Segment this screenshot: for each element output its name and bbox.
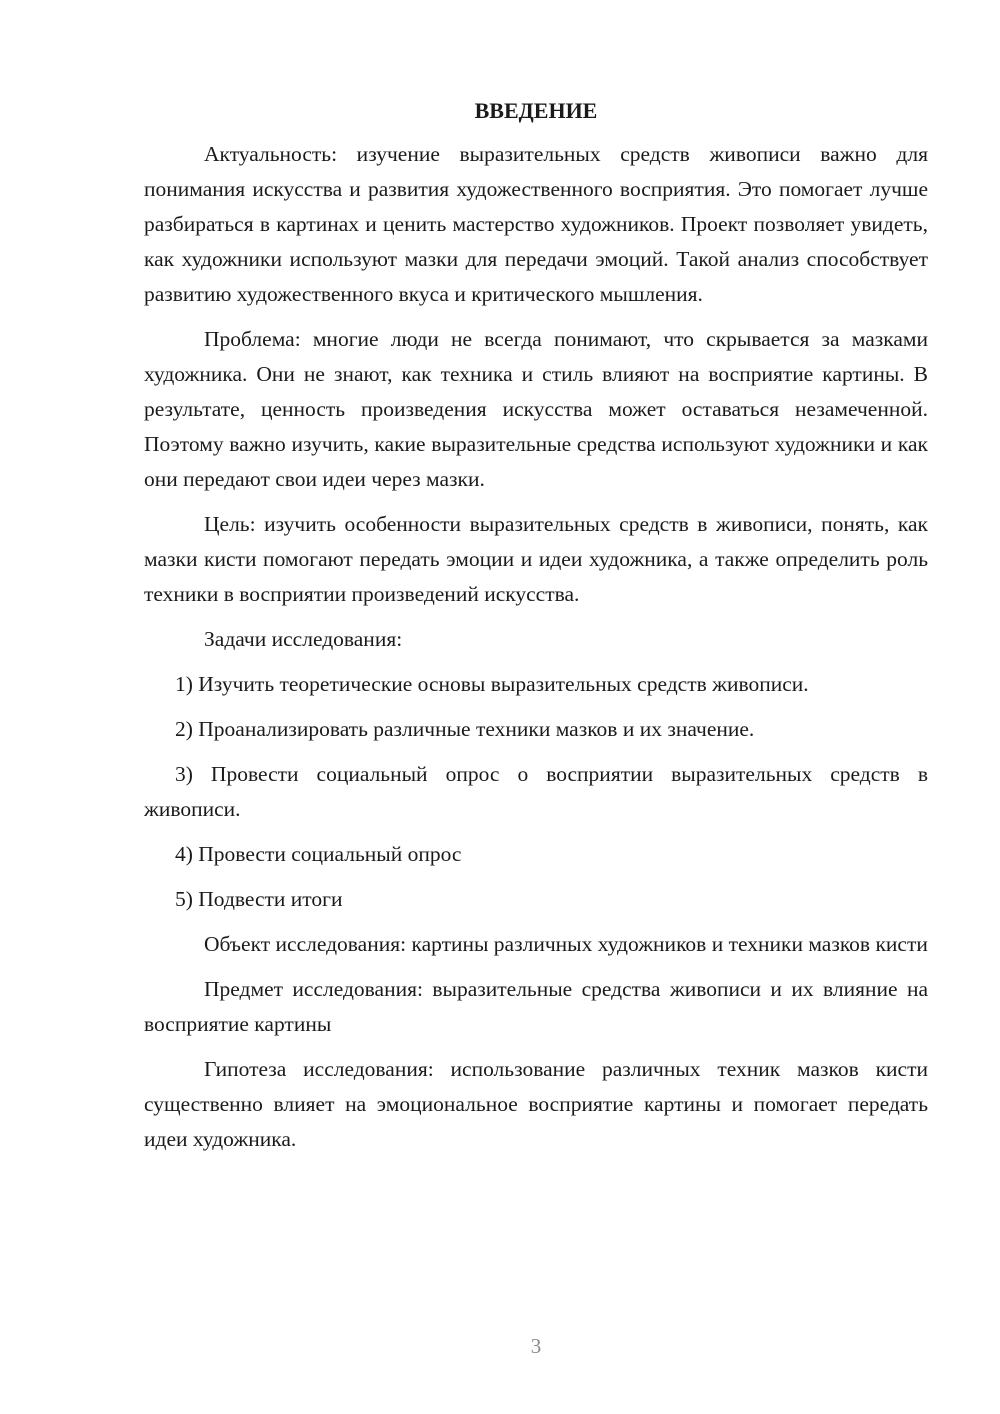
paragraph-goal: Цель: изучить особенности выразительных средств в живописи, понять, как мазки кисти помогают передать эмоции и идеи художника, а также определить роль техники в восприятии произведений искусства. <box>144 512 928 606</box>
tasks-heading: Задачи исследования: <box>204 627 403 651</box>
page-title: ВВЕДЕНИЕ <box>474 98 598 123</box>
paragraph-hypothesis: Гипотеза исследования: использование различных техник мазков кисти существенно влияет на эмоциональное восприятие картины и помогает передать идеи художника. <box>144 1057 928 1151</box>
document-page <box>144 96 928 1167</box>
list-item-task-3: 3) Провести социальный опрос о восприятии выразительных средств в живописи. <box>144 762 928 821</box>
list-item-task-2: 2) Проанализировать различные техники мазков и их значение. <box>175 717 755 741</box>
list-item-task-5: 5) Подвести итоги <box>175 887 343 911</box>
paragraph-relevance: Актуальность: изучение выразительных средств живописи важно для понимания искусства и развития художественного восприятия. Это помогает лучше разбираться в картинах и ценить мастерство художников. Проект позволяет увидеть, как художники используют мазки для передачи эмоций. Такой анализ способствует развитию художественного вкуса и критического мышления. <box>144 142 928 306</box>
paragraph-problem: Проблема: многие люди не всегда понимают, что скрывается за мазками художника. Они не знают, как техника и стиль влияют на восприятие картины. В результате, ценность произведения искусства может оставаться незамеченной. Поэтому важно изучить, какие выразительные средства используют художники и как они передают свои идеи через мазки. <box>144 327 928 491</box>
paragraph-object: Объект исследования: картины различных художников и техники мазков кисти <box>204 932 928 956</box>
list-item-task-1: 1) Изучить теоретические основы выразительных средств живописи. <box>175 672 809 696</box>
list-item-task-4: 4) Провести социальный опрос <box>175 842 462 866</box>
paragraph-subject: Предмет исследования: выразительные средства живописи и их влияние на восприятие картины <box>144 977 928 1036</box>
page-number: 3 <box>530 1334 542 1358</box>
